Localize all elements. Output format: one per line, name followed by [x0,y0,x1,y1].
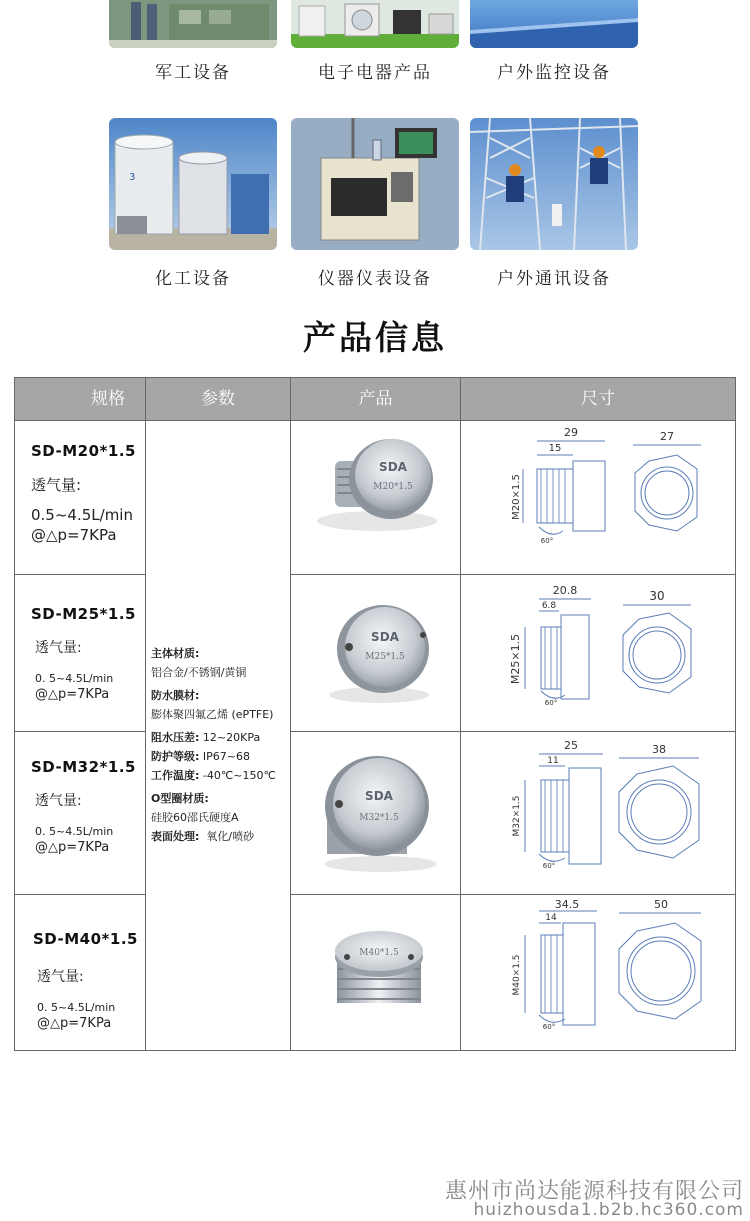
spec-cell-m40 [15,930,146,1033]
spec-cell-m20 [15,442,146,545]
param-label: 工作温度: [151,769,200,782]
spec-cell-m32 [15,758,146,857]
svg-text:SDA: SDA [371,630,399,644]
header-product: 产品 [291,378,461,420]
svg-text:15: 15 [548,443,562,454]
svg-text:20.8: 20.8 [552,584,578,597]
param-label: 防水膜材: [151,689,200,702]
air-value: 0. 5~4.5L/min [35,672,114,685]
app-card-outdoor-monitoring [470,0,638,83]
svg-text:3: 3 [129,172,136,183]
dimension-drawing [461,734,735,892]
header-params: 参数 [146,378,291,420]
air-label: 透气量: [37,969,84,985]
chemical-equipment-photo [109,118,277,250]
svg-text:60°: 60° [542,1023,556,1031]
svg-text:34.5: 34.5 [554,898,580,911]
app-label: 户外通讯设备 [497,269,611,289]
model-name: SD-M40*1.5 [33,930,138,948]
param-line [151,789,297,808]
svg-text:30: 30 [649,589,665,603]
svg-text:11: 11 [547,756,559,766]
svg-text:14: 14 [545,913,557,923]
svg-text:6.8: 6.8 [541,601,557,611]
divider [15,574,146,575]
svg-text:60°: 60° [544,699,558,707]
dimension-drawing [461,897,735,1050]
dimension-drawing [461,421,735,574]
outdoor-communication-photo [470,118,638,250]
param-line [151,644,297,663]
divider [290,731,735,732]
param-label: 表面处理: [151,830,200,843]
product-image-m32 [291,734,461,888]
dimension-drawing [461,577,735,730]
app-card-chemical [109,118,277,289]
param-value: 硅胶60邵氏硬度A [151,811,239,824]
param-value: 铝合金/不锈钢/黄铜 [151,666,247,679]
air-value: @△p=7KPa [37,1016,112,1031]
air-value: 0. 5~4.5L/min [37,1001,116,1014]
param-label: O型圈材质: [151,792,209,805]
svg-text:SDA: SDA [365,789,393,803]
air-label: 透气量: [31,476,82,494]
divider [15,894,146,895]
divider [290,894,735,895]
app-card-outdoor-communication [470,118,638,289]
param-line [151,663,297,682]
param-label: 防护等级: [151,750,200,763]
dimension-drawing-m25 [461,577,735,731]
product-image-m20 [291,421,461,575]
vent-plug-icon [291,577,461,730]
vent-plug-icon [291,897,461,1050]
param-label: 主体材质: [151,647,200,660]
outdoor-monitoring-photo [470,0,638,48]
svg-text:38: 38 [652,743,666,756]
table-header [15,378,735,420]
param-line [151,766,297,785]
spec-cell-m25 [15,605,146,704]
svg-text:M32×1.5: M32×1.5 [512,795,522,837]
app-card-electronics [291,0,459,83]
dimension-drawing-m20 [461,421,735,575]
air-value: 0. 5~4.5L/min [35,825,114,838]
svg-text:27: 27 [660,430,674,443]
electronics-photo [291,0,459,48]
air-value: @△p=7KPa [35,840,110,855]
military-equipment-photo [109,0,277,48]
param-value: -40℃~150℃ [202,769,276,782]
app-label: 仪器仪表设备 [318,269,432,289]
param-value: IP67~68 [202,750,250,763]
vent-plug-icon [291,421,461,574]
svg-text:M20×1.5: M20×1.5 [511,474,522,520]
param-line [151,808,297,827]
svg-text:SDA: SDA [379,460,407,474]
param-value: 氧化/喷砂 [199,830,255,843]
app-card-instrument [291,118,459,289]
air-value: 0.5~4.5L/min [31,506,133,524]
air-label: 透气量: [35,793,82,809]
svg-text:M40×1.5: M40×1.5 [512,954,522,996]
param-line [151,686,297,705]
app-label: 军工设备 [155,63,231,83]
param-line [151,827,297,846]
instrument-photo [291,118,459,250]
param-line [151,747,297,766]
svg-text:25: 25 [564,739,578,752]
divider [15,731,146,732]
svg-text:M20*1.5: M20*1.5 [373,482,413,492]
svg-text:M25*1.5: M25*1.5 [365,652,405,662]
company-watermark: 惠州市尚达能源科技有限公司 [444,1179,744,1204]
svg-text:50: 50 [654,898,668,911]
product-image-m40 [291,897,461,1051]
dimension-drawing-m40 [461,897,735,1051]
model-name: SD-M32*1.5 [31,758,136,776]
model-name: SD-M20*1.5 [31,442,136,460]
svg-text:M25×1.5: M25×1.5 [509,633,522,685]
app-label: 户外监控设备 [497,63,611,83]
site-url-watermark: huizhousda1.b2b.hc360.com [473,1200,744,1220]
svg-text:60°: 60° [542,862,556,870]
spec-table [14,377,736,1051]
parameter-list [151,644,297,846]
svg-text:M32*1.5: M32*1.5 [359,813,399,823]
header-size: 尺寸 [581,389,615,409]
param-line [151,705,297,724]
svg-text:60°: 60° [540,537,554,545]
app-label: 化工设备 [155,269,231,289]
app-card-military [109,0,277,83]
product-image-m25 [291,577,461,731]
header-spec: 规格 [15,378,146,420]
param-value: 膨体聚四氟乙烯 (ePTFE) [151,708,274,721]
svg-text:29: 29 [564,426,578,439]
section-title: 产品信息 [303,318,447,357]
vent-plug-icon [291,734,461,892]
svg-text:M40*1.5: M40*1.5 [359,948,399,958]
param-line [151,728,297,747]
param-label: 阻水压差: [151,731,200,744]
param-value: 12~20KPa [202,731,261,744]
model-name: SD-M25*1.5 [31,605,136,623]
air-label: 透气量: [35,640,82,656]
air-value: @△p=7KPa [31,526,117,544]
dimension-drawing-m32 [461,734,735,888]
air-value: @△p=7KPa [35,687,110,702]
app-label: 电子电器产品 [318,63,432,83]
